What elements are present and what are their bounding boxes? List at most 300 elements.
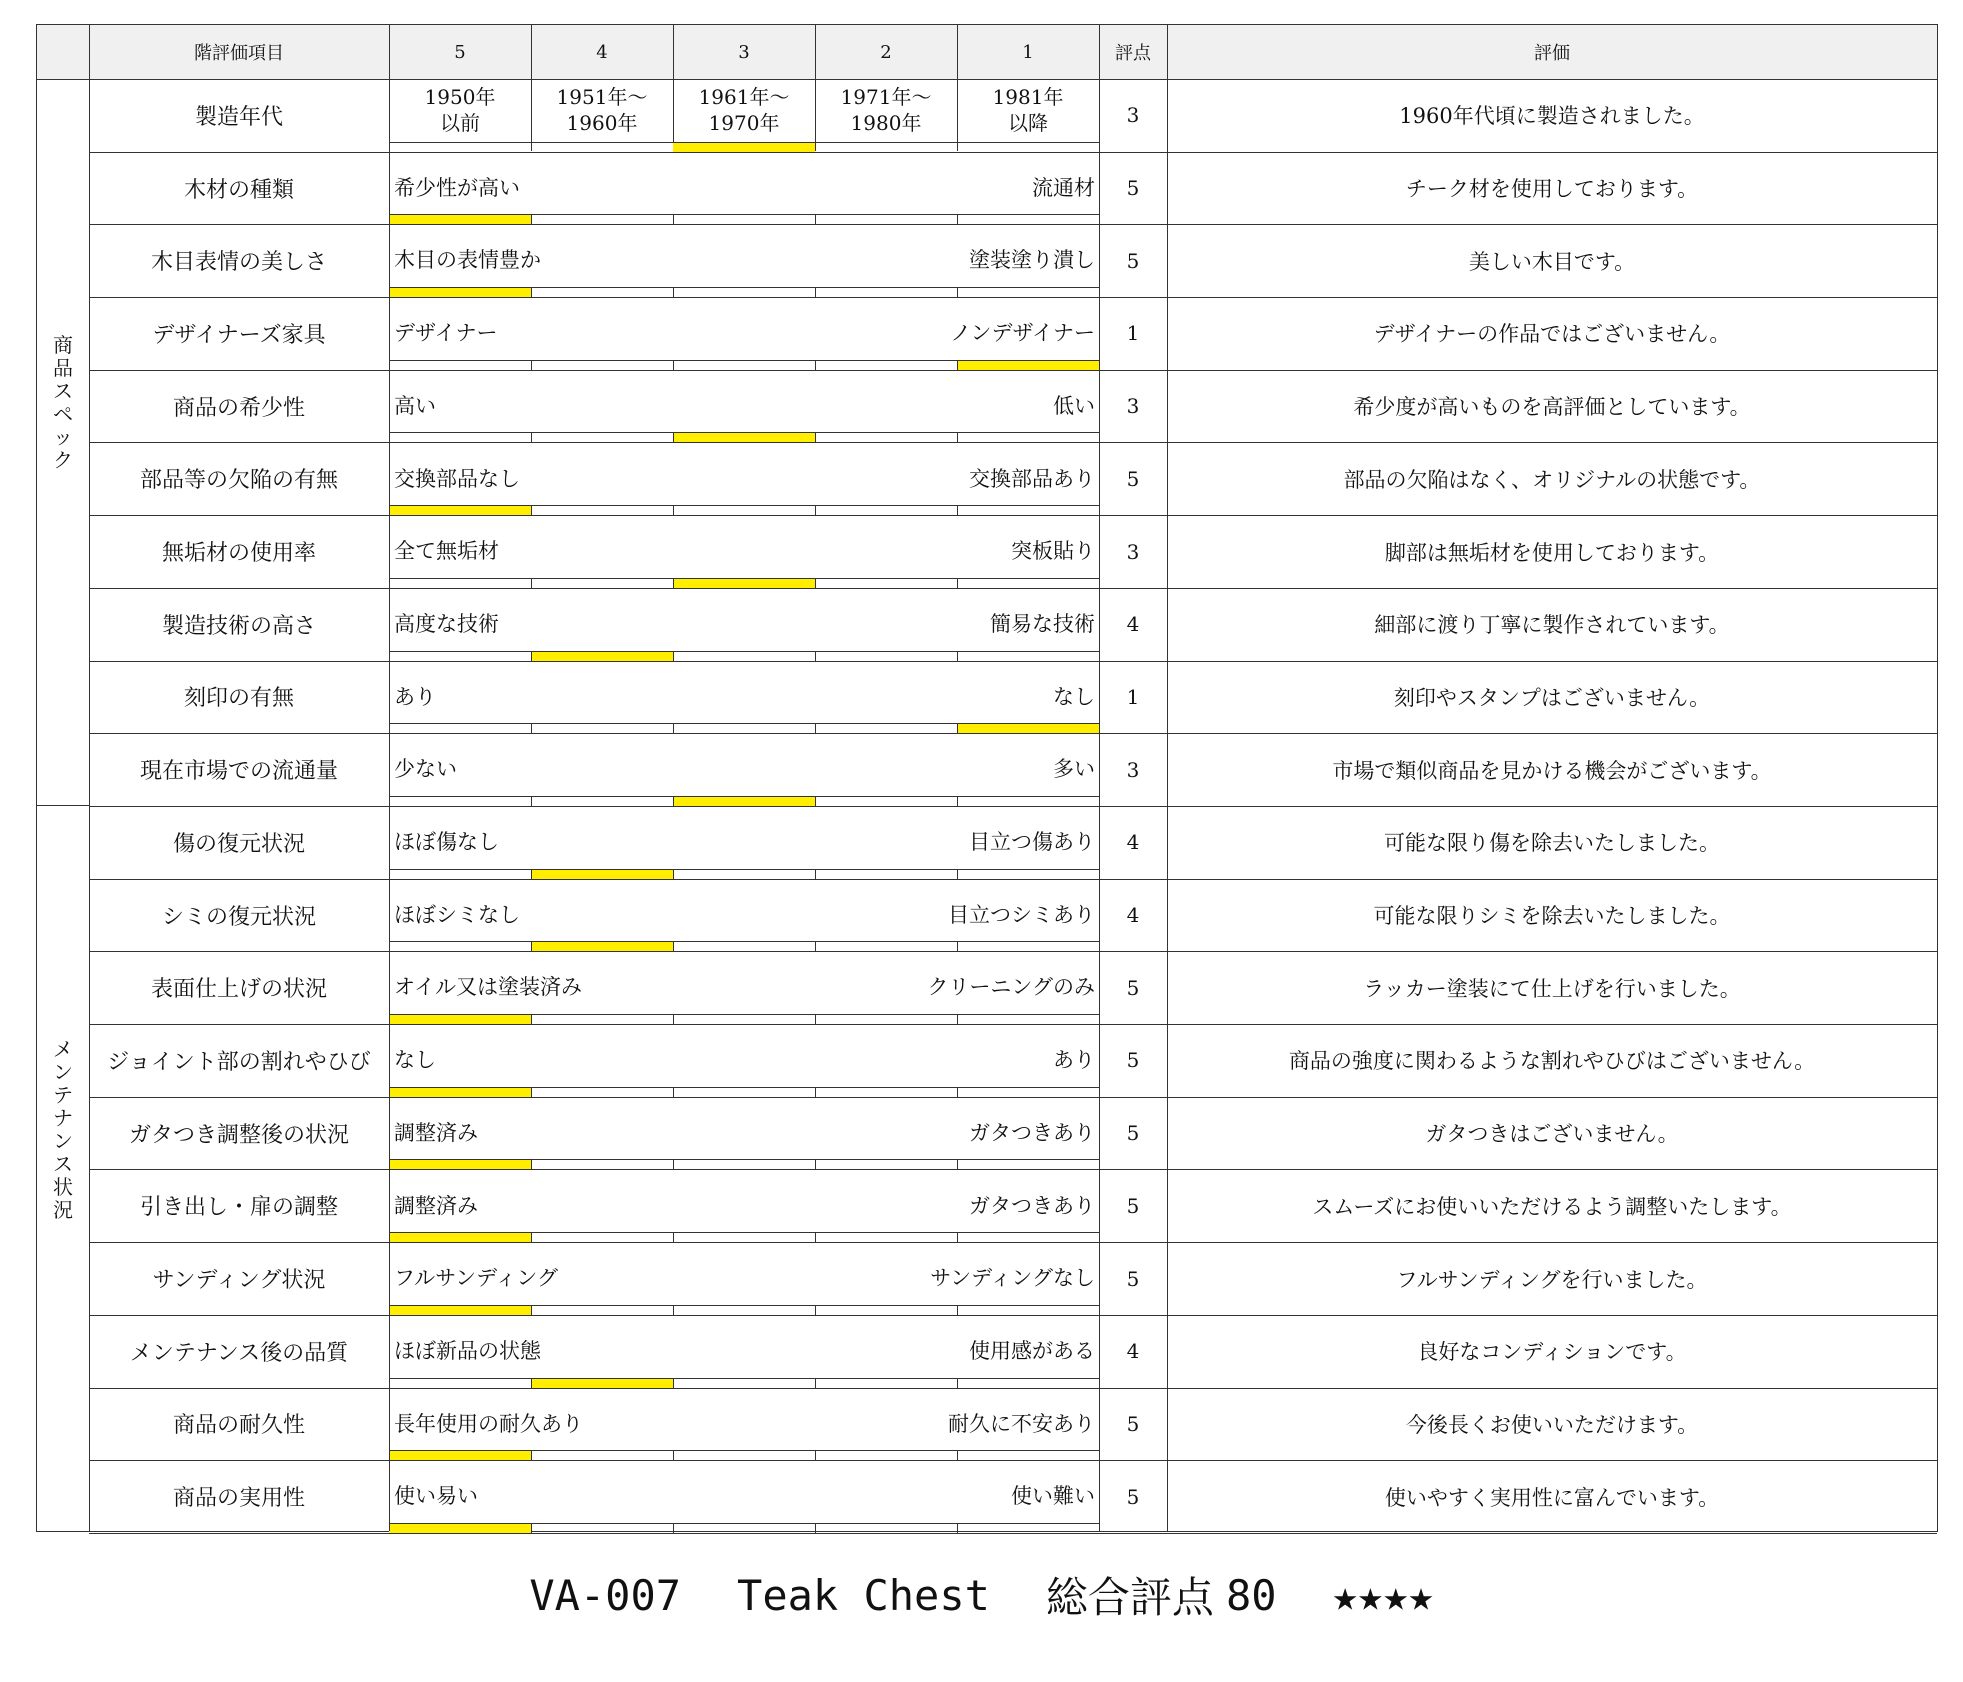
table-row bbox=[89, 1388, 1937, 1462]
gauge-tick bbox=[957, 288, 958, 297]
scale-best-label: なし bbox=[394, 1048, 436, 1073]
gauge-tick bbox=[957, 724, 958, 733]
evaluation-item: 現在市場での流通量 bbox=[139, 759, 338, 785]
rating-gauge bbox=[389, 360, 1099, 370]
rating-gauge bbox=[389, 723, 1099, 733]
item-score: 5 bbox=[1126, 1121, 1140, 1146]
evaluation-item: デザイナーズ家具 bbox=[152, 322, 326, 348]
evaluation-item: 刻印の有無 bbox=[183, 686, 294, 712]
era-line-2: 1970年 bbox=[708, 111, 780, 135]
item-comment: 部品の欠陥はなく、オリジナルの状態です。 bbox=[1343, 467, 1761, 492]
item-comment: 市場で類似商品を見かける機会がございます。 bbox=[1332, 758, 1772, 783]
rating-gauge bbox=[389, 1305, 1099, 1315]
rating-scale bbox=[389, 879, 1099, 952]
rating-fill bbox=[673, 797, 815, 806]
header-level-4: 4 bbox=[596, 41, 608, 63]
gauge-tick bbox=[531, 1451, 532, 1460]
total-score-label: 総合評点 bbox=[1045, 1573, 1214, 1622]
item-score: 5 bbox=[1126, 1484, 1140, 1509]
gauge-tick bbox=[673, 1524, 674, 1533]
scale-worst-label: ガタつきあり bbox=[969, 1120, 1095, 1145]
scale-best-label: 全て無垢材 bbox=[394, 539, 499, 564]
rating-scale bbox=[389, 1170, 1099, 1243]
section-label bbox=[37, 806, 89, 1533]
rating-fill bbox=[389, 1306, 531, 1315]
rating-gauge bbox=[389, 651, 1099, 661]
rating-gauge bbox=[389, 1014, 1099, 1024]
item-comment: 脚部は無垢材を使用しております。 bbox=[1384, 540, 1720, 565]
rating-gauge bbox=[389, 287, 1099, 297]
year-row bbox=[89, 79, 1937, 153]
item-score: 5 bbox=[1126, 466, 1140, 491]
item-score: 4 bbox=[1126, 1339, 1140, 1364]
column-divider bbox=[89, 25, 90, 1531]
rating-fill bbox=[673, 579, 815, 588]
gauge-tick bbox=[957, 1306, 958, 1315]
evaluation-item: ガタつき調整後の状況 bbox=[128, 1122, 349, 1148]
gauge-tick bbox=[957, 1379, 958, 1388]
gauge-tick bbox=[957, 361, 958, 370]
scale-worst-label: 目立つ傷あり bbox=[969, 830, 1095, 854]
rating-gauge bbox=[389, 142, 1099, 152]
level-divider bbox=[957, 25, 958, 79]
gauge-tick bbox=[531, 215, 532, 224]
table-row bbox=[89, 1315, 1937, 1389]
rating-fill bbox=[389, 288, 531, 297]
product-name: Teak Chest bbox=[737, 1570, 990, 1620]
scale-best-label: ほぼ傷なし bbox=[394, 830, 499, 854]
rating-scale bbox=[389, 1024, 1099, 1097]
era-cell bbox=[389, 79, 531, 141]
scale-best-label: ほぼ新品の状態 bbox=[394, 1338, 541, 1363]
rating-gauge bbox=[389, 214, 1099, 224]
table-row bbox=[89, 1097, 1937, 1171]
gauge-tick bbox=[673, 1451, 674, 1460]
level-divider bbox=[531, 25, 532, 79]
era-line-1: 1950年 bbox=[424, 85, 496, 109]
item-score: 1 bbox=[1126, 321, 1140, 346]
rating-scale bbox=[389, 297, 1099, 370]
evaluation-item: 製造技術の高さ bbox=[161, 613, 316, 639]
item-score: 1 bbox=[1126, 684, 1140, 709]
rating-scale bbox=[389, 661, 1099, 734]
gauge-tick bbox=[673, 1015, 674, 1024]
item-comment: 使いやすく実用性に富んでいます。 bbox=[1384, 1485, 1720, 1510]
era-line-1: 1961年～ bbox=[698, 85, 790, 109]
table-row bbox=[89, 1170, 1937, 1244]
gauge-tick bbox=[815, 1233, 816, 1242]
rating-fill bbox=[389, 1233, 531, 1242]
table-row bbox=[89, 1460, 1937, 1534]
star-rating: ★★★★ bbox=[1332, 1570, 1434, 1620]
rating-fill bbox=[957, 724, 1099, 733]
gauge-tick bbox=[815, 1015, 816, 1024]
scale-best-label: 調整済み bbox=[394, 1120, 478, 1145]
gauge-tick bbox=[673, 1306, 674, 1315]
gauge-tick bbox=[957, 1015, 958, 1024]
item-comment: 良好なコンディションです。 bbox=[1417, 1340, 1687, 1365]
scale-worst-label: 塗装塗り潰し bbox=[969, 248, 1095, 273]
era-divider bbox=[957, 79, 958, 151]
product-code: VA-007 bbox=[529, 1570, 682, 1620]
table-row bbox=[89, 1024, 1937, 1098]
item-comment: 今後長くお使いいただけます。 bbox=[1405, 1412, 1699, 1437]
evaluation-item: 部品等の欠陥の有無 bbox=[139, 468, 338, 494]
scale-best-label: 交換部品なし bbox=[394, 466, 520, 491]
scale-best-label: デザイナー bbox=[394, 321, 498, 346]
rating-scale bbox=[389, 515, 1099, 588]
rating-gauge bbox=[389, 869, 1099, 879]
gauge-tick bbox=[531, 870, 532, 879]
scale-worst-label: 低い bbox=[1053, 393, 1095, 418]
evaluation-item: サンディング状況 bbox=[152, 1268, 326, 1294]
era-line-1: 1971年～ bbox=[840, 85, 932, 109]
item-score: 5 bbox=[1126, 975, 1140, 1000]
evaluation-table bbox=[36, 24, 1938, 1532]
gauge-tick bbox=[815, 1524, 816, 1533]
rating-gauge bbox=[389, 1523, 1099, 1533]
rating-gauge bbox=[389, 796, 1099, 806]
gauge-tick bbox=[815, 215, 816, 224]
gauge-tick bbox=[673, 724, 674, 733]
level-divider bbox=[673, 25, 674, 79]
rating-scale bbox=[389, 224, 1099, 297]
gauge-tick bbox=[815, 579, 816, 588]
gauge-tick bbox=[531, 361, 532, 370]
gauge-tick bbox=[673, 506, 674, 515]
item-score: 4 bbox=[1126, 830, 1140, 855]
rating-fill bbox=[389, 1451, 531, 1460]
header-level-2: 2 bbox=[880, 41, 892, 63]
gauge-tick bbox=[673, 1160, 674, 1169]
rating-gauge bbox=[389, 432, 1099, 442]
item-score: 3 bbox=[1126, 394, 1140, 419]
scale-worst-label: 突板貼り bbox=[1011, 539, 1095, 564]
gauge-tick bbox=[673, 433, 674, 442]
scale-best-label: ほぼシミなし bbox=[394, 902, 520, 927]
table-row bbox=[89, 515, 1937, 589]
header-item-label: 階評価項目 bbox=[194, 43, 284, 64]
item-score: 3 bbox=[1126, 103, 1140, 128]
rating-fill bbox=[389, 215, 531, 224]
rating-scale bbox=[389, 79, 1099, 152]
gauge-tick bbox=[531, 579, 532, 588]
table-row bbox=[89, 370, 1937, 444]
era-divider bbox=[531, 79, 532, 151]
table-row bbox=[89, 443, 1937, 517]
scale-worst-label: 使用感がある bbox=[969, 1338, 1095, 1363]
gauge-tick bbox=[673, 1379, 674, 1388]
gauge-tick bbox=[531, 1015, 532, 1024]
evaluation-item: 木材の種類 bbox=[183, 177, 294, 203]
rating-fill bbox=[957, 361, 1099, 370]
gauge-tick bbox=[673, 288, 674, 297]
rating-scale bbox=[389, 1097, 1099, 1170]
scale-best-label: 調整済み bbox=[394, 1193, 478, 1218]
rating-gauge bbox=[389, 1159, 1099, 1169]
rating-scale bbox=[389, 1460, 1099, 1533]
evaluation-item: 無垢材の使用率 bbox=[161, 541, 316, 567]
gauge-tick bbox=[957, 433, 958, 442]
evaluation-item: シミの復元状況 bbox=[161, 904, 316, 930]
gauge-tick bbox=[957, 652, 958, 661]
item-comment: スムーズにお使いいただけるよう調整いたします。 bbox=[1312, 1194, 1792, 1219]
rating-scale bbox=[389, 1315, 1099, 1388]
scale-worst-label: 簡易な技術 bbox=[990, 611, 1095, 636]
gauge-tick bbox=[815, 1379, 816, 1388]
gauge-tick bbox=[957, 1233, 958, 1242]
section-label-text: メ ン テ ナ ン ス 状 況 bbox=[53, 1036, 73, 1222]
rating-fill bbox=[531, 942, 673, 951]
scale-worst-label: ガタつきあり bbox=[969, 1193, 1095, 1218]
item-score: 5 bbox=[1126, 1048, 1140, 1073]
table-row bbox=[89, 661, 1937, 735]
gauge-tick bbox=[815, 1451, 816, 1460]
scale-best-label: 少ない bbox=[394, 757, 457, 782]
item-comment: 刻印やスタンプはございません。 bbox=[1393, 685, 1711, 710]
gauge-tick bbox=[957, 579, 958, 588]
rating-fill bbox=[531, 870, 673, 879]
rating-gauge bbox=[389, 1232, 1099, 1242]
rating-gauge bbox=[389, 578, 1099, 588]
rating-scale bbox=[389, 733, 1099, 806]
item-comment: ガタつきはございません。 bbox=[1425, 1122, 1679, 1147]
scale-best-label: 高度な技術 bbox=[394, 611, 499, 636]
gauge-tick bbox=[673, 1233, 674, 1242]
scale-worst-label: 多い bbox=[1053, 757, 1095, 782]
scale-worst-label: 流通材 bbox=[1032, 175, 1095, 200]
rating-gauge bbox=[389, 1450, 1099, 1460]
gauge-tick bbox=[673, 652, 674, 661]
era-cell bbox=[531, 79, 673, 141]
scale-worst-label: サンディングなし bbox=[930, 1266, 1095, 1291]
section-label bbox=[37, 79, 89, 806]
gauge-tick bbox=[815, 870, 816, 879]
scale-best-label: あり bbox=[394, 684, 436, 709]
gauge-tick bbox=[815, 652, 816, 661]
scale-worst-label: 目立つシミあり bbox=[948, 902, 1095, 927]
gauge-tick bbox=[531, 288, 532, 297]
scale-worst-label: あり bbox=[1053, 1048, 1095, 1073]
level-divider bbox=[815, 25, 816, 79]
evaluation-item: 商品の耐久性 bbox=[172, 1413, 305, 1439]
era-divider bbox=[815, 79, 816, 151]
gauge-tick bbox=[531, 942, 532, 951]
gauge-tick bbox=[957, 1160, 958, 1169]
era-cell bbox=[673, 79, 815, 141]
item-score: 5 bbox=[1126, 1193, 1140, 1218]
era-line-1: 1951年～ bbox=[556, 85, 648, 109]
era-line-2: 1960年 bbox=[566, 111, 638, 135]
evaluation-item: 引き出し・扉の調整 bbox=[139, 1195, 338, 1221]
header-level-3: 3 bbox=[738, 41, 750, 63]
item-score: 5 bbox=[1126, 1266, 1140, 1291]
gauge-tick bbox=[957, 1451, 958, 1460]
rating-fill bbox=[389, 1160, 531, 1169]
rating-scale bbox=[389, 370, 1099, 443]
era-line-1: 1981年 bbox=[992, 85, 1064, 109]
gauge-tick bbox=[531, 724, 532, 733]
rating-gauge bbox=[389, 941, 1099, 951]
gauge-tick bbox=[815, 942, 816, 951]
scale-best-label: 木目の表情豊か bbox=[394, 248, 541, 273]
item-score: 3 bbox=[1126, 539, 1140, 564]
scale-best-label: オイル又は塗装済み bbox=[394, 975, 582, 1000]
rating-fill bbox=[389, 1015, 531, 1024]
column-divider bbox=[1099, 25, 1100, 1531]
rating-fill bbox=[389, 1088, 531, 1097]
gauge-tick bbox=[531, 797, 532, 806]
gauge-tick bbox=[957, 506, 958, 515]
era-line-2: 1980年 bbox=[850, 111, 922, 135]
gauge-tick bbox=[957, 1524, 958, 1533]
item-score: 5 bbox=[1126, 1411, 1140, 1436]
item-score: 5 bbox=[1126, 176, 1140, 201]
item-comment: 商品の強度に関わるような割れやひびはございません。 bbox=[1288, 1049, 1816, 1074]
table-row bbox=[89, 152, 1937, 226]
gauge-tick bbox=[815, 1306, 816, 1315]
gauge-tick bbox=[673, 1088, 674, 1097]
item-comment: 美しい木目です。 bbox=[1468, 249, 1636, 274]
scale-best-label: 高い bbox=[394, 393, 436, 418]
era-cell bbox=[957, 79, 1099, 141]
item-comment: 可能な限りシミを除去いたしました。 bbox=[1373, 904, 1731, 929]
item-comment: フルサンディングを行いました。 bbox=[1396, 1267, 1708, 1292]
item-comment: 可能な限り傷を除去いたしました。 bbox=[1384, 831, 1720, 856]
gauge-tick bbox=[531, 433, 532, 442]
scale-worst-label: 交換部品あり bbox=[969, 466, 1095, 491]
gauge-tick bbox=[957, 215, 958, 224]
header-comment-label: 評価 bbox=[1534, 43, 1570, 64]
header-score-label: 評点 bbox=[1115, 43, 1151, 64]
scale-best-label: 使い易い bbox=[394, 1484, 478, 1509]
table-row bbox=[89, 1242, 1937, 1316]
gauge-tick bbox=[673, 361, 674, 370]
rating-scale bbox=[389, 951, 1099, 1024]
item-comment: 1960年代頃に製造されました。 bbox=[1399, 104, 1705, 129]
table-row bbox=[89, 879, 1937, 953]
gauge-tick bbox=[673, 942, 674, 951]
column-divider bbox=[389, 25, 390, 1531]
gauge-tick bbox=[531, 652, 532, 661]
gauge-tick bbox=[815, 433, 816, 442]
evaluation-item: 表面仕上げの状況 bbox=[150, 977, 327, 1003]
rating-fill bbox=[673, 433, 815, 442]
gauge-tick bbox=[531, 1306, 532, 1315]
evaluation-item: 商品の実用性 bbox=[172, 1486, 305, 1512]
gauge-tick bbox=[673, 797, 674, 806]
era-divider bbox=[673, 79, 674, 151]
item-comment: ラッカー塗装にて仕上げを行いました。 bbox=[1363, 976, 1741, 1001]
gauge-tick bbox=[815, 1088, 816, 1097]
rating-scale bbox=[389, 806, 1099, 879]
rating-scale bbox=[389, 1242, 1099, 1315]
gauge-tick bbox=[673, 870, 674, 879]
table-row bbox=[89, 806, 1937, 880]
rating-fill bbox=[531, 652, 673, 661]
gauge-tick bbox=[531, 1160, 532, 1169]
evaluation-item: 商品の希少性 bbox=[172, 395, 305, 421]
item-score: 4 bbox=[1126, 903, 1140, 928]
gauge-tick bbox=[815, 797, 816, 806]
item-comment: 細部に渡り丁寧に製作されています。 bbox=[1374, 613, 1730, 638]
gauge-tick bbox=[673, 215, 674, 224]
rating-scale bbox=[389, 152, 1099, 225]
rating-fill bbox=[673, 143, 815, 152]
table-row bbox=[89, 733, 1937, 807]
column-divider bbox=[1167, 25, 1168, 1531]
rating-gauge bbox=[389, 1087, 1099, 1097]
era-line-2: 以前 bbox=[440, 111, 480, 135]
rating-gauge bbox=[389, 505, 1099, 515]
table-row bbox=[89, 224, 1937, 298]
rating-fill bbox=[389, 506, 531, 515]
evaluation-item: メンテナンス後の品質 bbox=[129, 1340, 349, 1366]
gauge-tick bbox=[531, 1233, 532, 1242]
gauge-tick bbox=[957, 942, 958, 951]
scale-worst-label: ノンデザイナー bbox=[950, 321, 1095, 346]
gauge-tick bbox=[815, 506, 816, 515]
era-cell bbox=[815, 79, 957, 141]
gauge-tick bbox=[815, 1160, 816, 1169]
scale-best-label: フルサンディング bbox=[394, 1266, 559, 1291]
rating-scale bbox=[389, 443, 1099, 516]
evaluation-item: ジョイント部の割れやひび bbox=[107, 1049, 371, 1075]
rating-gauge bbox=[389, 1378, 1099, 1388]
scale-best-label: 長年使用の耐久あり bbox=[394, 1411, 583, 1436]
gauge-tick bbox=[815, 724, 816, 733]
item-score: 5 bbox=[1126, 248, 1140, 273]
table-row bbox=[89, 588, 1937, 662]
gauge-tick bbox=[673, 579, 674, 588]
era-line-2: 以降 bbox=[1008, 111, 1048, 135]
scale-worst-label: なし bbox=[1053, 684, 1095, 709]
rating-scale bbox=[389, 588, 1099, 661]
gauge-tick bbox=[531, 1379, 532, 1388]
item-score: 4 bbox=[1126, 612, 1140, 637]
table-row bbox=[89, 951, 1937, 1025]
gauge-tick bbox=[815, 361, 816, 370]
item-score: 3 bbox=[1126, 757, 1140, 782]
scale-worst-label: 使い難い bbox=[1011, 1484, 1095, 1509]
rating-scale bbox=[389, 1388, 1099, 1461]
rating-fill bbox=[531, 1379, 673, 1388]
scale-worst-label: 耐久に不安あり bbox=[948, 1411, 1095, 1436]
gauge-tick bbox=[957, 1088, 958, 1097]
scale-best-label: 希少性が高い bbox=[394, 175, 520, 200]
gauge-tick bbox=[957, 797, 958, 806]
total-score: 80 bbox=[1225, 1570, 1277, 1620]
rating-fill bbox=[389, 1524, 531, 1533]
evaluation-item: 木目表情の美しさ bbox=[150, 250, 327, 276]
header-level-1: 1 bbox=[1022, 41, 1034, 63]
item-comment: デザイナーの作品ではございません。 bbox=[1373, 322, 1731, 347]
scale-worst-label: クリーニングのみ bbox=[927, 975, 1095, 1000]
gauge-tick bbox=[531, 1524, 532, 1533]
evaluation-item: 傷の復元状況 bbox=[172, 831, 305, 857]
item-comment: チーク材を使用しております。 bbox=[1405, 177, 1699, 202]
gauge-tick bbox=[957, 870, 958, 879]
item-comment: 希少度が高いものを高評価としています。 bbox=[1353, 395, 1751, 420]
summary-footer bbox=[0, 1560, 1963, 1630]
gauge-tick bbox=[531, 506, 532, 515]
section-label-text: 商 品 ス ペ ッ ク bbox=[53, 332, 73, 472]
table-header bbox=[37, 25, 1937, 80]
table-row bbox=[89, 297, 1937, 371]
gauge-tick bbox=[815, 288, 816, 297]
evaluation-item: 製造年代 bbox=[194, 104, 283, 130]
header-level-5: 5 bbox=[454, 41, 466, 63]
